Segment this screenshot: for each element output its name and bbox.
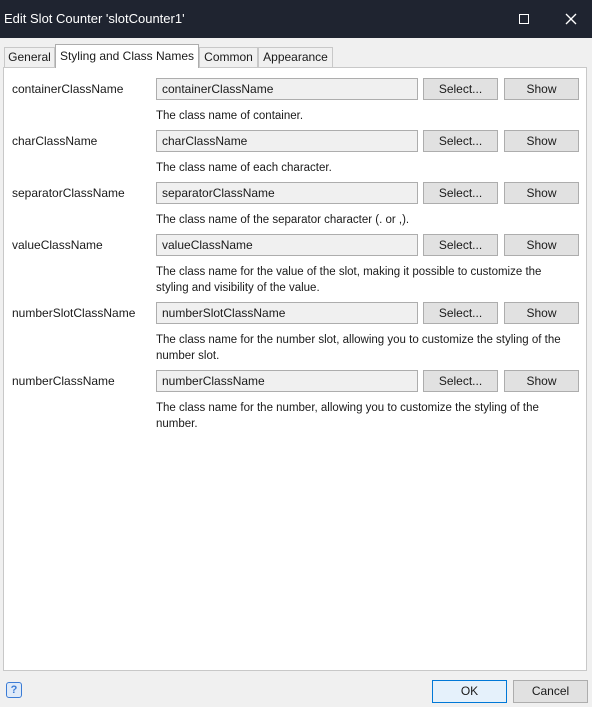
show-button[interactable]: Show <box>504 78 579 100</box>
class-name-field[interactable]: separatorClassName <box>156 182 418 204</box>
maximize-icon <box>519 14 529 24</box>
select-button[interactable]: Select... <box>423 130 498 152</box>
help-icon: ? <box>10 684 18 696</box>
class-name-field[interactable]: valueClassName <box>156 234 418 256</box>
select-button[interactable]: Select... <box>423 78 498 100</box>
class-name-field[interactable]: containerClassName <box>156 78 418 100</box>
property-label: numberSlotClassName <box>12 306 136 320</box>
tab-styling-and-class-names[interactable]: Styling and Class Names <box>55 44 199 68</box>
tab-common[interactable]: Common <box>199 47 258 67</box>
property-description: The class name of container. <box>156 110 304 122</box>
property-description: The class name for the value of the slot, making it possible to customize the styling and visibility of the value. <box>156 266 542 294</box>
show-button[interactable]: Show <box>504 234 579 256</box>
show-button[interactable]: Show <box>504 302 579 324</box>
select-button[interactable]: Select... <box>423 370 498 392</box>
tab-strip <box>0 38 592 68</box>
show-button[interactable]: Show <box>504 130 579 152</box>
ok-button[interactable]: OK <box>432 680 507 703</box>
tab-panel <box>3 67 587 671</box>
property-label: containerClassName <box>12 82 124 96</box>
cancel-button[interactable]: Cancel <box>513 680 588 703</box>
property-description: The class name for the number, allowing you to customize the styling of the number. <box>156 402 539 430</box>
help-button[interactable] <box>6 682 22 698</box>
window-title: Edit Slot Counter 'slotCounter1' <box>4 11 185 26</box>
property-label: numberClassName <box>12 374 115 388</box>
close-button[interactable] <box>559 9 583 29</box>
close-icon <box>565 13 577 25</box>
property-description: The class name of each character. <box>156 162 332 174</box>
show-button[interactable]: Show <box>504 182 579 204</box>
tab-appearance[interactable]: Appearance <box>258 47 333 67</box>
property-label: separatorClassName <box>12 186 125 200</box>
select-button[interactable]: Select... <box>423 302 498 324</box>
class-name-field[interactable]: numberClassName <box>156 370 418 392</box>
tab-general[interactable]: General <box>4 47 55 67</box>
property-label: valueClassName <box>12 238 103 252</box>
select-button[interactable]: Select... <box>423 234 498 256</box>
property-description: The class name for the number slot, allowing you to customize the styling of the number slot. <box>156 334 561 362</box>
class-name-field[interactable]: numberSlotClassName <box>156 302 418 324</box>
title-bar <box>0 0 592 38</box>
property-label: charClassName <box>12 134 98 148</box>
show-button[interactable]: Show <box>504 370 579 392</box>
property-description: The class name of the separator character (. or ,). <box>156 214 410 226</box>
select-button[interactable]: Select... <box>423 182 498 204</box>
maximize-button[interactable] <box>512 9 536 29</box>
dialog-footer <box>0 671 592 707</box>
class-name-field[interactable]: charClassName <box>156 130 418 152</box>
